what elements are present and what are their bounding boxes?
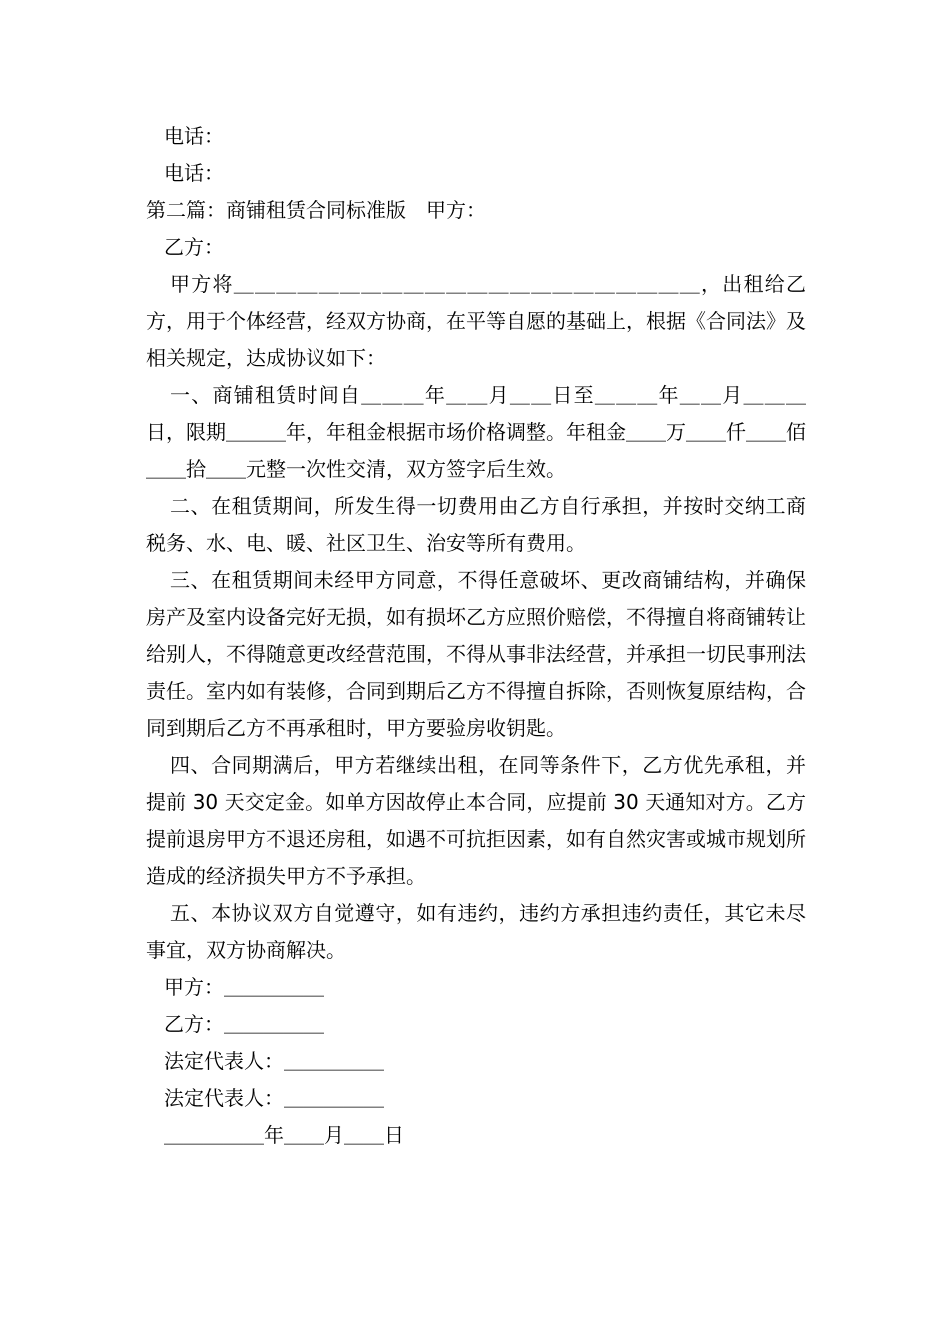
clause-2: 二、在租赁期间，所发生得一切费用由乙方自行承担，并按时交纳工商税务、水、电、暖、社区卫生、治安等所有费用。 [146,494,806,555]
party-b-line: 乙方： [164,235,224,259]
section-heading: 第二篇：商铺租赁合同标准版 甲方： [146,198,486,222]
signature-party-a: 甲方：＿＿＿＿＿ [164,975,324,999]
phone-line-2: 电话： [164,161,224,185]
intro-paragraph: 甲方将＿＿＿＿＿＿＿＿＿＿＿＿＿＿＿＿＿＿＿＿＿＿，出租给乙方，用于个体经营，经双方协商，在平等自愿的基础上，根据《合同法》及相关规定，达成协议如下： [146,272,806,370]
contract-page [146,118,806,1154]
legal-representative-1: 法定代表人：＿＿＿＿＿ [164,1049,384,1073]
clause-3: 三、在租赁期间未经甲方同意，不得任意破坏、更改商铺结构，并确保房产及室内设备完好无损，如有损坏乙方应照价赔偿，不得擅自将商铺转让给别人，不得随意更改经营范围，不得从事非法经营，并承担一切民事刑法责任。室内如有装修，合同到期后乙方不得擅自拆除，否则恢复原结构，合同到期后乙方不再承租时，甲方要验房收钥匙。 [146,568,806,740]
signing-date: ＿＿＿＿＿年＿＿月＿＿日 [164,1123,404,1147]
legal-representative-2: 法定代表人：＿＿＿＿＿ [164,1086,384,1110]
phone-line-1: 电话： [164,124,224,148]
clause-1: 一、商铺租赁时间自＿＿＿年＿＿月＿＿日至＿＿＿年＿＿月＿＿＿日，限期＿＿＿年，年租金根据市场价格调整。年租金＿＿万＿＿仟＿＿佰＿＿拾＿＿元整一次性交清，双方签字后生效。 [146,383,806,481]
clause-4: 四、合同期满后，甲方若继续出租，在同等条件下，乙方优先承租，并提前 30 天交定金。如单方因故停止本合同，应提前 30 天通知对方。乙方提前退房甲方不退还房租，如遇不可抗拒因素，如有自然灾害或城市规划所造成的经济损失甲方不予承担。 [146,753,806,888]
signature-party-b: 乙方：＿＿＿＿＿ [164,1012,324,1036]
clause-5: 五、本协议双方自觉遵守，如有违约，违约方承担违约责任，其它未尽事宜，双方协商解决。 [146,901,806,962]
